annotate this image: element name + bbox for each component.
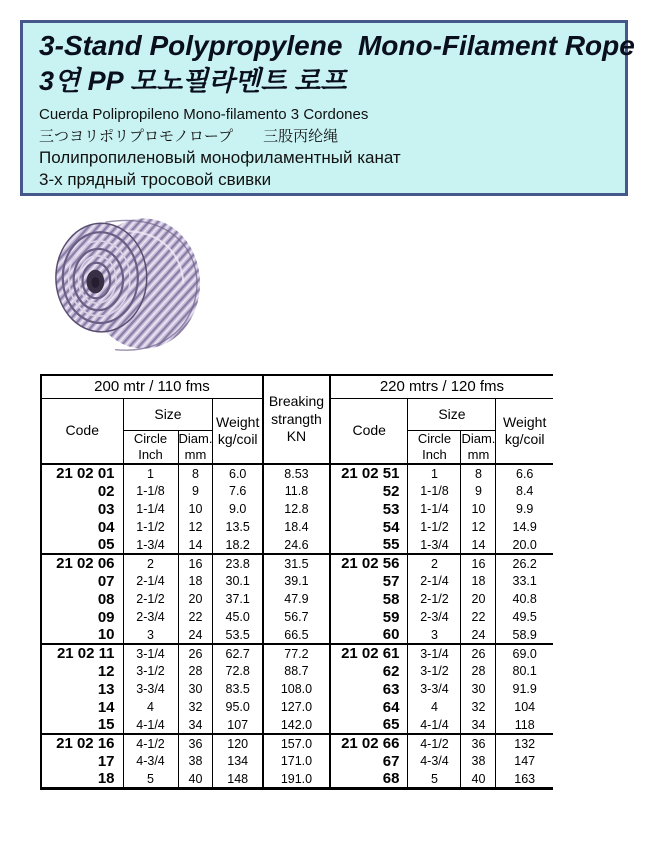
right-weight-header-line2: kg/coil xyxy=(504,431,545,447)
right-diam-mm-header xyxy=(461,431,496,465)
circle-inch-cell: 3-3/4 xyxy=(123,680,178,698)
code-cell: 21 02 51 xyxy=(330,464,408,482)
diam-mm-cell: 36 xyxy=(461,734,496,752)
diam-mm-cell: 8 xyxy=(178,464,213,482)
weight-cell: 40.8 xyxy=(496,590,553,608)
weight-cell: 14.9 xyxy=(496,518,553,536)
circle-inch-cell: 3-1/4 xyxy=(123,644,178,662)
code-cell: 04 xyxy=(41,518,123,536)
code-cell: 03 xyxy=(41,500,123,518)
weight-cell: 13.5 xyxy=(213,518,263,536)
breaking-strength-cell: 142.0 xyxy=(263,716,330,734)
circle-inch-cell: 4 xyxy=(408,698,461,716)
table-row xyxy=(41,608,553,626)
breaking-strength-cell: 157.0 xyxy=(263,734,330,752)
diam-mm-cell: 32 xyxy=(178,698,213,716)
weight-cell: 91.9 xyxy=(496,680,553,698)
right-span-header: 220 mtrs / 120 fms xyxy=(330,375,553,399)
table-row xyxy=(41,536,553,554)
left-weight-header-line1: Weight xyxy=(216,413,260,430)
table-row xyxy=(41,554,553,572)
diam-mm-cell: 16 xyxy=(178,554,213,572)
diam-mm-cell: 22 xyxy=(461,608,496,626)
weight-cell: 6.0 xyxy=(213,464,263,482)
circle-inch-cell: 1-3/4 xyxy=(408,536,461,554)
diam-mm-cell: 10 xyxy=(178,500,213,518)
breaking-strength-cell: 108.0 xyxy=(263,680,330,698)
circle-inch-cell: 2-3/4 xyxy=(408,608,461,626)
right-code-header: Code xyxy=(330,399,408,465)
table-row xyxy=(41,626,553,644)
table-row xyxy=(41,464,553,482)
circle-inch-cell: 4 xyxy=(123,698,178,716)
diam-mm-cell: 40 xyxy=(178,770,213,789)
code-cell: 67 xyxy=(330,752,408,770)
circle-inch-cell: 2-1/2 xyxy=(123,590,178,608)
breaking-strength-cell: 11.8 xyxy=(263,482,330,500)
diam-mm-cell: 10 xyxy=(461,500,496,518)
circle-inch-cell: 1-1/8 xyxy=(408,482,461,500)
spec-table-body xyxy=(41,464,553,789)
weight-cell: 62.7 xyxy=(213,644,263,662)
right-circle-header-line2: Inch xyxy=(422,447,447,462)
diam-mm-cell: 22 xyxy=(178,608,213,626)
left-diam-header-line2: mm xyxy=(184,447,207,462)
breaking-strength-cell: 8.53 xyxy=(263,464,330,482)
weight-cell: 30.1 xyxy=(213,572,263,590)
breaking-strength-cell: 24.6 xyxy=(263,536,330,554)
code-cell: 18 xyxy=(41,770,123,789)
code-cell: 52 xyxy=(330,482,408,500)
circle-inch-cell: 4-3/4 xyxy=(123,752,178,770)
weight-cell: 23.8 xyxy=(213,554,263,572)
circle-inch-cell: 1-3/4 xyxy=(123,536,178,554)
weight-cell: 69.0 xyxy=(496,644,553,662)
code-cell: 21 02 01 xyxy=(41,464,123,482)
diam-mm-cell: 26 xyxy=(178,644,213,662)
page-title: 3-Stand Polypropylene Mono-Filament Rope xyxy=(39,30,635,61)
code-cell: 65 xyxy=(330,716,408,734)
weight-cell: 9.9 xyxy=(496,500,553,518)
diam-mm-cell: 36 xyxy=(178,734,213,752)
diam-mm-cell: 24 xyxy=(461,626,496,644)
right-circle-inch-header xyxy=(408,431,461,465)
diam-mm-cell: 38 xyxy=(178,752,213,770)
code-cell: 09 xyxy=(41,608,123,626)
weight-cell: 6.6 xyxy=(496,464,553,482)
weight-cell: 107 xyxy=(213,716,263,734)
weight-cell: 118 xyxy=(496,716,553,734)
table-row xyxy=(41,752,553,770)
right-size-header: Size xyxy=(408,399,496,431)
code-cell: 58 xyxy=(330,590,408,608)
table-row xyxy=(41,644,553,662)
table-row xyxy=(41,572,553,590)
spec-table xyxy=(40,374,553,790)
weight-cell: 148 xyxy=(213,770,263,789)
breaking-strength-cell: 191.0 xyxy=(263,770,330,789)
breaking-strength-cell: 47.9 xyxy=(263,590,330,608)
circle-inch-cell: 1-1/2 xyxy=(408,518,461,536)
page-title-korean: 3연 PP 모노필라멘트 로프 xyxy=(39,65,347,96)
weight-cell: 7.6 xyxy=(213,482,263,500)
code-cell: 53 xyxy=(330,500,408,518)
diam-mm-cell: 30 xyxy=(178,680,213,698)
code-cell: 15 xyxy=(41,716,123,734)
breaking-strength-header-line1: Breaking xyxy=(268,393,325,410)
left-span-header: 200 mtr / 110 fms xyxy=(41,375,263,399)
circle-inch-cell: 5 xyxy=(408,770,461,789)
diam-mm-cell: 34 xyxy=(461,716,496,734)
circle-inch-cell: 3 xyxy=(123,626,178,644)
code-cell: 68 xyxy=(330,770,408,789)
breaking-strength-cell: 18.4 xyxy=(263,518,330,536)
table-row xyxy=(41,590,553,608)
table-row xyxy=(41,662,553,680)
diam-mm-cell: 38 xyxy=(461,752,496,770)
subtitle-japanese-chinese: 三つヨリポリプロモノロープ 三股丙纶绳 xyxy=(39,128,339,146)
right-weight-header xyxy=(496,399,553,465)
circle-inch-cell: 2-3/4 xyxy=(123,608,178,626)
diam-mm-cell: 34 xyxy=(178,716,213,734)
diam-mm-cell: 20 xyxy=(178,590,213,608)
diam-mm-cell: 14 xyxy=(178,536,213,554)
circle-inch-cell: 4-1/2 xyxy=(408,734,461,752)
code-cell: 21 02 56 xyxy=(330,554,408,572)
code-cell: 12 xyxy=(41,662,123,680)
code-cell: 55 xyxy=(330,536,408,554)
table-row xyxy=(41,500,553,518)
weight-cell: 58.9 xyxy=(496,626,553,644)
code-cell: 02 xyxy=(41,482,123,500)
diam-mm-cell: 40 xyxy=(461,770,496,789)
circle-inch-cell: 1-1/4 xyxy=(123,500,178,518)
code-cell: 21 02 66 xyxy=(330,734,408,752)
diam-mm-cell: 32 xyxy=(461,698,496,716)
breaking-strength-cell: 171.0 xyxy=(263,752,330,770)
weight-cell: 37.1 xyxy=(213,590,263,608)
circle-inch-cell: 3-1/2 xyxy=(123,662,178,680)
breaking-strength-cell: 77.2 xyxy=(263,644,330,662)
weight-cell: 163 xyxy=(496,770,553,789)
weight-cell: 20.0 xyxy=(496,536,553,554)
weight-cell: 33.1 xyxy=(496,572,553,590)
code-cell: 63 xyxy=(330,680,408,698)
rope-coil-illustration xyxy=(46,210,204,357)
diam-mm-cell: 9 xyxy=(178,482,213,500)
circle-inch-cell: 3 xyxy=(408,626,461,644)
circle-inch-cell: 4-1/4 xyxy=(123,716,178,734)
circle-inch-cell: 4-1/4 xyxy=(408,716,461,734)
weight-cell: 147 xyxy=(496,752,553,770)
code-cell: 10 xyxy=(41,626,123,644)
diam-mm-cell: 28 xyxy=(178,662,213,680)
left-circle-header-line2: Inch xyxy=(138,447,163,462)
right-diam-header-line1: Diam. xyxy=(461,431,496,447)
left-code-header: Code xyxy=(41,399,123,465)
code-cell: 54 xyxy=(330,518,408,536)
table-row xyxy=(41,734,553,752)
code-cell: 13 xyxy=(41,680,123,698)
right-weight-header-line1: Weight xyxy=(503,413,547,430)
breaking-strength-cell: 39.1 xyxy=(263,572,330,590)
right-diam-header-line2: mm xyxy=(467,447,490,462)
circle-inch-cell: 2 xyxy=(408,554,461,572)
diam-mm-cell: 28 xyxy=(461,662,496,680)
circle-inch-cell: 1-1/8 xyxy=(123,482,178,500)
circle-inch-cell: 3-3/4 xyxy=(408,680,461,698)
circle-inch-cell: 3-1/4 xyxy=(408,644,461,662)
code-cell: 62 xyxy=(330,662,408,680)
left-circle-inch-header xyxy=(123,431,178,465)
circle-inch-cell: 1 xyxy=(123,464,178,482)
breaking-strength-cell: 127.0 xyxy=(263,698,330,716)
code-cell: 21 02 06 xyxy=(41,554,123,572)
circle-inch-cell: 1-1/2 xyxy=(123,518,178,536)
circle-inch-cell: 2-1/4 xyxy=(408,572,461,590)
diam-mm-cell: 30 xyxy=(461,680,496,698)
diam-mm-cell: 26 xyxy=(461,644,496,662)
weight-cell: 8.4 xyxy=(496,482,553,500)
code-cell: 60 xyxy=(330,626,408,644)
left-circle-header-line1: Circle xyxy=(133,431,168,447)
subtitle-russian-2: 3-х прядный тросовой свивки xyxy=(39,170,272,190)
table-row xyxy=(41,482,553,500)
rope-coil-image xyxy=(46,210,204,357)
code-cell: 21 02 16 xyxy=(41,734,123,752)
weight-cell: 18.2 xyxy=(213,536,263,554)
code-cell: 14 xyxy=(41,698,123,716)
code-cell: 17 xyxy=(41,752,123,770)
weight-cell: 120 xyxy=(213,734,263,752)
diam-mm-cell: 18 xyxy=(461,572,496,590)
left-diam-header-line1: Diam. xyxy=(178,431,213,447)
weight-cell: 132 xyxy=(496,734,553,752)
diam-mm-cell: 14 xyxy=(461,536,496,554)
weight-cell: 80.1 xyxy=(496,662,553,680)
breaking-strength-cell: 88.7 xyxy=(263,662,330,680)
circle-inch-cell: 2 xyxy=(123,554,178,572)
product-header xyxy=(20,20,635,196)
weight-cell: 26.2 xyxy=(496,554,553,572)
circle-inch-cell: 1 xyxy=(408,464,461,482)
circle-inch-cell: 5 xyxy=(123,770,178,789)
subtitle-russian-1: Полипропиленовый монофиламентный канат xyxy=(39,148,401,168)
circle-inch-cell: 3-1/2 xyxy=(408,662,461,680)
code-cell: 21 02 11 xyxy=(41,644,123,662)
code-cell: 07 xyxy=(41,572,123,590)
diam-mm-cell: 16 xyxy=(461,554,496,572)
code-cell: 08 xyxy=(41,590,123,608)
weight-cell: 104 xyxy=(496,698,553,716)
weight-cell: 134 xyxy=(213,752,263,770)
diam-mm-cell: 18 xyxy=(178,572,213,590)
diam-mm-cell: 9 xyxy=(461,482,496,500)
breaking-strength-cell: 12.8 xyxy=(263,500,330,518)
code-cell: 05 xyxy=(41,536,123,554)
left-size-header: Size xyxy=(123,399,213,431)
weight-cell: 45.0 xyxy=(213,608,263,626)
table-row xyxy=(41,518,553,536)
code-cell: 64 xyxy=(330,698,408,716)
circle-inch-cell: 4-3/4 xyxy=(408,752,461,770)
weight-cell: 83.5 xyxy=(213,680,263,698)
weight-cell: 53.5 xyxy=(213,626,263,644)
diam-mm-cell: 8 xyxy=(461,464,496,482)
diam-mm-cell: 24 xyxy=(178,626,213,644)
breaking-strength-cell: 31.5 xyxy=(263,554,330,572)
weight-cell: 72.8 xyxy=(213,662,263,680)
circle-inch-cell: 2-1/4 xyxy=(123,572,178,590)
table-row xyxy=(41,680,553,698)
code-cell: 59 xyxy=(330,608,408,626)
breaking-strength-header-line3: KN xyxy=(286,428,307,445)
code-cell: 57 xyxy=(330,572,408,590)
diam-mm-cell: 12 xyxy=(178,518,213,536)
circle-inch-cell: 4-1/2 xyxy=(123,734,178,752)
right-circle-header-line1: Circle xyxy=(417,431,452,447)
diam-mm-cell: 12 xyxy=(461,518,496,536)
table-row xyxy=(41,698,553,716)
left-diam-mm-header xyxy=(178,431,213,465)
table-row xyxy=(41,716,553,734)
circle-inch-cell: 2-1/2 xyxy=(408,590,461,608)
weight-cell: 95.0 xyxy=(213,698,263,716)
left-weight-header-line2: kg/coil xyxy=(217,431,258,447)
breaking-strength-header xyxy=(263,375,330,464)
weight-cell: 49.5 xyxy=(496,608,553,626)
breaking-strength-header-line2: strangth xyxy=(271,410,322,427)
breaking-strength-cell: 56.7 xyxy=(263,608,330,626)
left-weight-header xyxy=(213,399,263,465)
subtitle-spanish: Cuerda Polipropileno Mono-filamento 3 Cordones xyxy=(39,105,369,123)
code-cell: 21 02 61 xyxy=(330,644,408,662)
table-row xyxy=(41,770,553,789)
breaking-strength-cell: 66.5 xyxy=(263,626,330,644)
circle-inch-cell: 1-1/4 xyxy=(408,500,461,518)
diam-mm-cell: 20 xyxy=(461,590,496,608)
weight-cell: 9.0 xyxy=(213,500,263,518)
